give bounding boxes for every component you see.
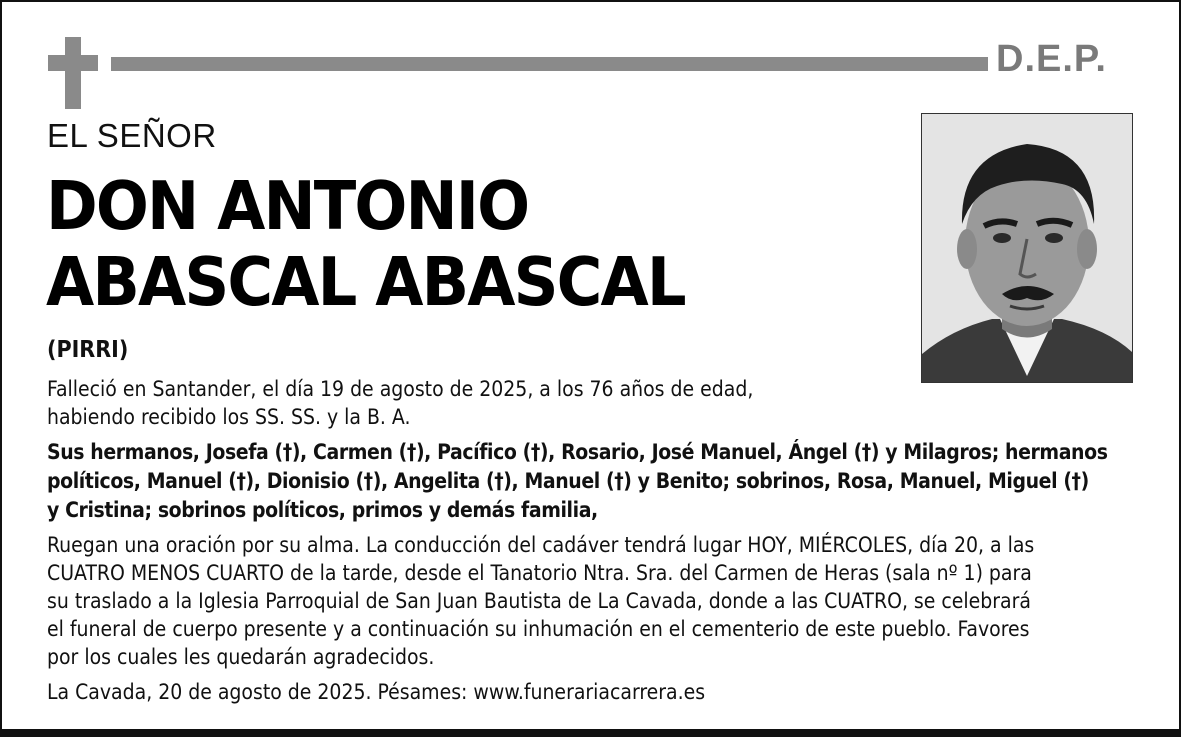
death-line-2: habiendo recibido los SS. SS. y la B. A. — [47, 405, 411, 429]
death-notice — [47, 375, 907, 431]
dep-label: D.E.P. — [996, 38, 1107, 80]
service-details — [47, 531, 1147, 671]
family-list — [47, 438, 1157, 525]
name-line-2: ABASCAL ABASCAL — [46, 243, 685, 321]
death-line-1: Falleció en Santander, el día 19 de agosto de 2025, a los 76 años de edad, — [47, 377, 754, 401]
portrait-image — [922, 114, 1132, 382]
family-line-2: políticos, Manuel (†), Dionisio (†), Angelita (†), Manuel (†) y Benito; sobrinos, Rosa, Manuel, Miguel (†) — [47, 469, 1089, 493]
name-line-1: DON ANTONIO — [46, 167, 529, 245]
footer-text: La Cavada, 20 de agosto de 2025. Pésames: www.funerariacarrera.es — [47, 680, 706, 704]
header-rule — [111, 57, 988, 71]
portrait-photo — [921, 113, 1133, 383]
nickname: (PIRRI) — [47, 337, 129, 363]
service-line-1: Ruegan una oración por su alma. La conducción del cadáver tendrá lugar HOY, MIÉRCOLES, día 20, a las — [47, 533, 1035, 557]
service-line-4: el funeral de cuerpo presente y a continuación su inhumación en el cementerio de este pueblo. Favores — [47, 617, 1030, 641]
title-prefix: EL SEÑOR — [47, 117, 217, 154]
cross-icon — [48, 37, 98, 109]
service-line-3: su traslado a la Iglesia Parroquial de San Juan Bautista de La Cavada, donde a las CUATRO, se celebrará — [47, 589, 1031, 613]
family-line-1: Sus hermanos, Josefa (†), Carmen (†), Pacífico (†), Rosario, José Manuel, Ángel (†) y Milagros; hermanos — [47, 440, 1108, 464]
deceased-name — [46, 168, 685, 320]
service-line-5: por los cuales les quedarán agradecidos. — [47, 645, 435, 669]
family-line-3: y Cristina; sobrinos políticos, primos y demás familia, — [47, 498, 598, 522]
service-line-2: CUATRO MENOS CUARTO de la tarde, desde el Tanatorio Ntra. Sra. del Carmen de Heras (sala nº 1) para — [47, 561, 1032, 585]
